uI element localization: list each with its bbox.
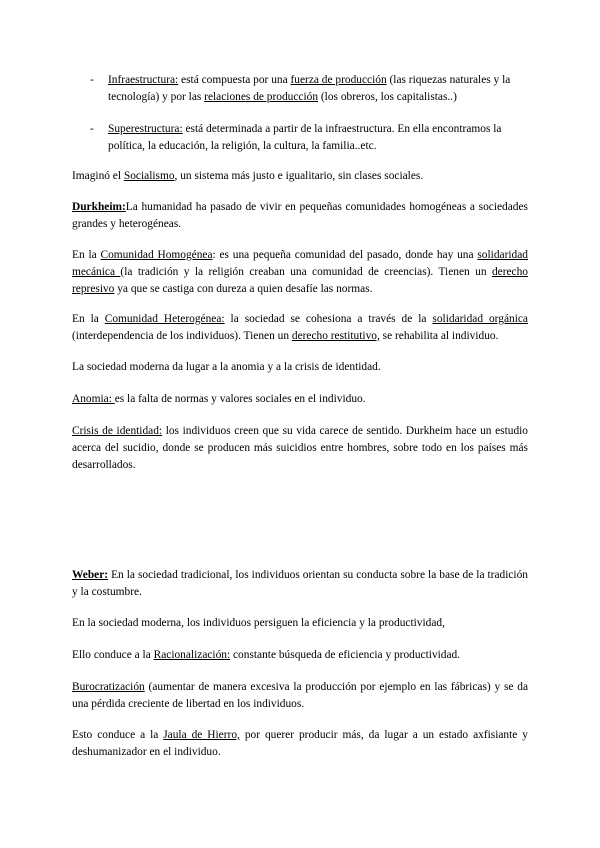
paragraph-burocratizacion: Burocratización (aumentar de manera excesiva la producción por ejemplo en las fábricas) y se da una pérdida creciente de libertad en los individuos.	[72, 681, 528, 710]
term-burocratizacion: Burocratización	[72, 681, 145, 693]
paragraph-durkheim-intro: Durkheim:La humanidad ha pasado de vivir en pequeñas comunidades homogéneas a sociedades grandes y heterogéneas.	[72, 201, 528, 230]
paragraph-crisis-identidad: Crisis de identidad: los individuos creen que su vida carece de sentido. Durkheim hace un estudio acerca del sucidio, donde se producen más suicidios entre hombres, sobre todo en los países más desarrollados.	[72, 425, 528, 471]
term-crisis-identidad: Crisis de identidad:	[72, 425, 163, 437]
heading-weber: Weber:	[72, 569, 109, 581]
term-infraestructura: Infraestructura:	[108, 74, 179, 86]
paragraph-jaula-hierro: Esto conduce a la Jaula de Hierro, por querer producir más, da lugar a un estado axfisiante y deshumanizador en el individuo.	[72, 729, 528, 758]
paragraph-socialismo: Imaginó el Socialismo, un sistema más justo e igualitario, sin clases sociales.	[72, 170, 424, 182]
paragraph-comunidad-homogenea: En la Comunidad Homogénea: es una pequeña comunidad del pasado, donde hay una solidaridad mecánica (la tradición y la religión creaban una comunidad de creencias). Tienen un derecho represivo ya que se castiga con dureza a quien desafíe las normas.	[72, 249, 528, 295]
paragraph-weber-moderna: En la sociedad moderna, los individuos persiguen la eficiencia y la productividad,	[72, 617, 445, 629]
heading-durkheim: Durkheim:	[72, 201, 126, 213]
term-derecho-represivo: derecho represivo	[72, 265, 528, 295]
term-solidaridad-organica: solidaridad orgánica	[432, 313, 528, 325]
term-superestructura: Superestructura:	[108, 123, 183, 135]
term-comunidad-homogenea: Comunidad Homogénea	[100, 249, 213, 261]
paragraph-racionalizacion: Ello conduce a la Racionalización: constante búsqueda de eficiencia y productividad.	[72, 649, 461, 661]
term-anomia: Anomia:	[72, 393, 115, 405]
term-solidaridad-mecanica: solidaridad mecánica	[72, 249, 528, 278]
bullet-infraestructura: Infraestructura: está compuesta por una fuerza de producción (las riquezas naturales y la tecnología) y por las relaciones de producción (los obreros, los capitalistas..)	[108, 74, 511, 103]
term-comunidad-heterogenea: Comunidad Heterogénea:	[104, 313, 225, 325]
term-racionalizacion: Racionalización:	[153, 649, 231, 661]
term-jaula-hierro: Jaula de Hierro,	[163, 729, 240, 741]
term-socialismo: Socialismo	[123, 170, 175, 182]
paragraph-sociedad-moderna: La sociedad moderna da lugar a la anomia y a la crisis de identidad.	[72, 361, 381, 373]
term-derecho-restitutivo: derecho restitutivo,	[291, 329, 380, 342]
paragraph-weber-intro: Weber: En la sociedad tradicional, los individuos orientan su conducta sobre la base de la tradición y la costumbre.	[72, 569, 528, 598]
term-relaciones-produccion: relaciones de producción	[204, 90, 319, 103]
term-fuerza-produccion: fuerza de producción	[290, 74, 387, 86]
paragraph-anomia: Anomia: es la falta de normas y valores sociales en el individuo.	[72, 393, 366, 405]
bullet-dash: -	[90, 74, 94, 86]
bullet-superestructura: Superestructura: está determinada a partir de la infraestructura. En ella encontramos la política, la educación, la religión, la cultura, la familia..etc.	[108, 123, 502, 152]
paragraph-comunidad-heterogenea: En la Comunidad Heterogénea: la sociedad se cohesiona a través de la solidaridad orgánica (interdependencia de los individuos). Tienen un derecho restitutivo, se rehabilita al individuo.	[72, 313, 528, 342]
bullet-dash: -	[90, 123, 94, 135]
